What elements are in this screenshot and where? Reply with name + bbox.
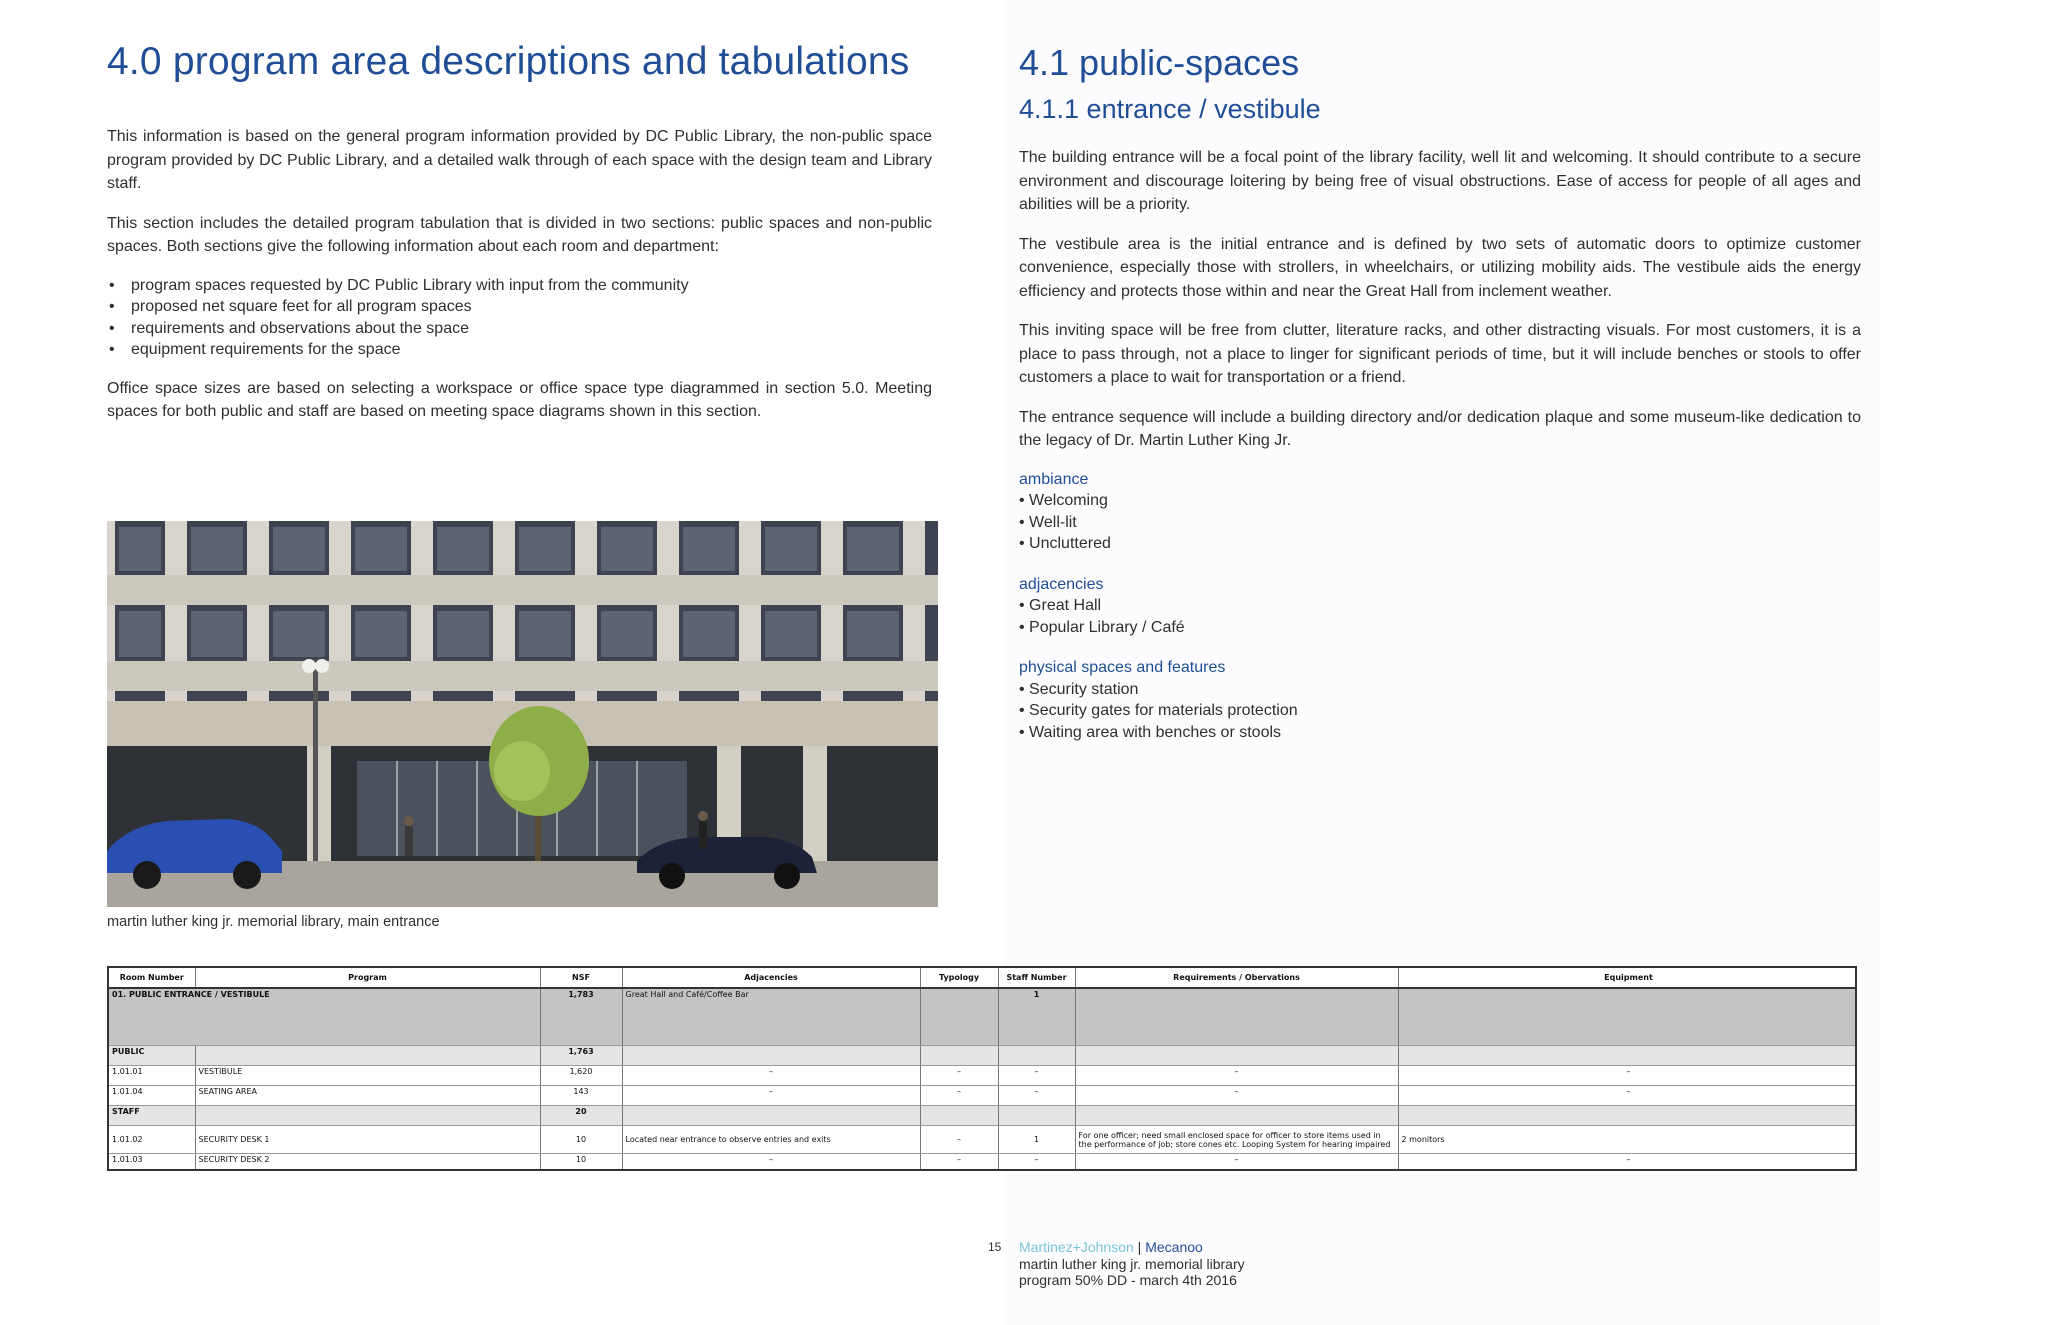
group-empty-cell xyxy=(920,1046,998,1066)
photo-caption: martin luther king jr. memorial library, main entrance xyxy=(107,914,440,930)
section-adjacencies: Great Hall and Café/Coffee Bar xyxy=(622,988,920,1046)
vestibule-paragraph-2: The vestibule area is the initial entrance and is defined by two sets of automatic doors to optimize customer convenience, especially those with strollers, in wheelchairs, or utilizing mobility aids. The vestibule aids the energy efficiency and protects those within and near the Great Hall from inclement weather. xyxy=(1019,235,1861,300)
cell-staff: 1 xyxy=(998,1126,1075,1154)
table-header-row xyxy=(109,968,1857,988)
footer-brand-line xyxy=(1019,1239,1419,1256)
ambiance-group xyxy=(1019,469,1861,555)
feature-item: • Well-lit xyxy=(1019,513,1077,531)
cell-nsf: 10 xyxy=(540,1154,622,1172)
group-empty-cell xyxy=(1398,1106,1857,1126)
cell-requirements: – xyxy=(1075,1066,1398,1086)
info-bullet: • proposed net square feet for all program spaces xyxy=(107,296,932,318)
feature-item: • Waiting area with benches or stools xyxy=(1019,723,1282,741)
group-empty-cell xyxy=(622,1046,920,1066)
group-label: STAFF xyxy=(109,1106,195,1126)
cell-adjacencies: – xyxy=(622,1066,920,1086)
vestibule-text-column xyxy=(1019,146,1861,762)
table-section-row xyxy=(109,988,1857,1046)
intro-text-column xyxy=(107,125,932,440)
cell-staff: – xyxy=(998,1066,1075,1086)
cell-equipment: – xyxy=(1398,1154,1857,1172)
section-typology xyxy=(920,988,998,1046)
footer-project-name: martin luther king jr. memorial library xyxy=(1019,1255,1245,1272)
feature-item: • Great Hall xyxy=(1019,597,1102,614)
feature-group-title: physical spaces and features xyxy=(1019,659,1226,676)
table-group-row xyxy=(109,1046,1857,1066)
group-nsf: 20 xyxy=(540,1106,622,1126)
header-program: Program xyxy=(195,968,540,988)
table-row xyxy=(109,1066,1857,1086)
cell-nsf: 10 xyxy=(540,1126,622,1154)
cell-typology: – xyxy=(920,1154,998,1172)
vestibule-paragraph-3: This inviting space will be free from clutter, literature racks, and other distracting visuals. For most customers, it is a place to pass through, not a place to linger for significant periods of time, but it will include benches or stools to offer customers a place to wait for transportation or a friend. xyxy=(1019,322,1861,386)
section-room-label: 01. PUBLIC ENTRANCE / VESTIBULE xyxy=(109,988,540,1046)
group-empty-cell xyxy=(195,1046,540,1066)
intro-paragraph-1: This information is based on the general program information provided by DC Public Library, the non-public space program provided by DC Public Library, and a detailed walk through of each space with the design team and Library staff. xyxy=(107,128,932,192)
brand-separator: | xyxy=(1133,1239,1146,1255)
section-nsf: 1,783 xyxy=(540,988,622,1046)
header-staff-number: Staff Number xyxy=(998,968,1075,988)
feature-group-title: ambiance xyxy=(1019,470,1089,488)
info-bullet: • program spaces requested by DC Public Library with input from the community xyxy=(107,275,932,297)
cell-adjacencies: – xyxy=(622,1154,920,1172)
group-empty-cell xyxy=(622,1106,920,1126)
header-equipment: Equipment xyxy=(1398,968,1857,988)
feature-item: • Security station xyxy=(1019,680,1139,698)
header-nsf: NSF xyxy=(540,968,622,988)
table-group-row xyxy=(109,1106,1857,1126)
cell-requirements: For one officer; need small enclosed space for officer to store items used in the performance of job; store cones etc. Looping System for hearing impaired xyxy=(1075,1126,1398,1154)
cell-program: SECURITY DESK 2 xyxy=(195,1154,540,1172)
cell-program: SECURITY DESK 1 xyxy=(195,1126,540,1154)
table-row xyxy=(109,1154,1857,1172)
brand-martinez-johnson: Martinez+Johnson xyxy=(1019,1239,1134,1255)
feature-item: • Popular Library / Café xyxy=(1019,618,1185,636)
group-empty-cell xyxy=(1075,1046,1398,1066)
group-empty-cell xyxy=(998,1046,1075,1066)
cell-equipment: – xyxy=(1398,1066,1857,1086)
cell-program: VESTIBULE xyxy=(195,1066,540,1086)
footer-project-date: program 50% DD - march 4th 2016 xyxy=(1019,1272,1237,1288)
office-space-paragraph: Office space sizes are based on selecting a workspace or office space type diagrammed in section 5.0. Meeting spaces for both public and staff are based on meeting space diagrams shown in this section. xyxy=(107,379,932,420)
cell-equipment: 2 monitors xyxy=(1398,1126,1857,1154)
table-row xyxy=(109,1126,1857,1154)
feature-item: • Uncluttered xyxy=(1019,535,1111,552)
library-entrance-photo xyxy=(107,521,938,907)
vestibule-paragraph-4: The entrance sequence will include a building directory and/or dedication plaque and some museum-like dedication to the legacy of Dr. Martin Luther King Jr. xyxy=(1019,408,1861,449)
info-bullet: • requirements and observations about the space xyxy=(107,318,932,340)
header-typology: Typology xyxy=(920,968,998,988)
cell-staff: – xyxy=(998,1154,1075,1172)
cell-adjacencies: Located near entrance to observe entries and exits xyxy=(622,1126,920,1154)
feature-item: • Welcoming xyxy=(1019,492,1108,509)
cell-nsf: 1,620 xyxy=(540,1066,622,1086)
subsection-title: 4.1.1 entrance / vestibule xyxy=(1019,94,1321,124)
section-staff: 1 xyxy=(998,988,1075,1046)
vestibule-paragraph-1: The building entrance will be a focal point of the library facility, well lit and welcoming. It should contribute to a secure environment and discourage loitering by being free of visual obstructions. Ease of access for people of all ages and abilities will be a priority. xyxy=(1019,149,1861,213)
group-empty-cell xyxy=(1075,1106,1398,1126)
cell-nsf: 143 xyxy=(540,1086,622,1106)
program-tabulation-table xyxy=(107,966,1857,1171)
cell-room: 1.01.02 xyxy=(109,1126,195,1154)
feature-item: • Security gates for materials protection xyxy=(1019,702,1298,719)
table-row xyxy=(109,1086,1857,1106)
group-label: PUBLIC xyxy=(109,1046,195,1066)
section-requirements xyxy=(1075,988,1398,1046)
cell-typology: – xyxy=(920,1066,998,1086)
group-empty-cell xyxy=(195,1106,540,1126)
cell-staff: – xyxy=(998,1086,1075,1106)
header-room-number: Room Number xyxy=(109,968,195,988)
group-empty-cell xyxy=(998,1106,1075,1126)
brand-mecanoo: Mecanoo xyxy=(1145,1239,1203,1255)
page-title: 4.0 program area descriptions and tabulations xyxy=(107,40,910,83)
info-bullet: • equipment requirements for the space xyxy=(107,339,932,361)
cell-equipment: – xyxy=(1398,1086,1857,1106)
section-title: 4.1 public-spaces xyxy=(1019,42,1300,83)
cell-typology: – xyxy=(920,1126,998,1154)
adjacencies-group xyxy=(1019,574,1861,639)
group-empty-cell xyxy=(1398,1046,1857,1066)
cell-requirements: – xyxy=(1075,1154,1398,1172)
header-requirements: Requirements / Obervations xyxy=(1075,968,1398,988)
intro-paragraph-2: This section includes the detailed program tabulation that is divided in two sections: public spaces and non-public spaces. Both sections give the following information about each room and department: xyxy=(107,214,932,255)
group-nsf: 1,763 xyxy=(540,1046,622,1066)
feature-group-title: adjacencies xyxy=(1019,575,1104,593)
footer-credits xyxy=(1019,1239,1419,1289)
cell-typology: – xyxy=(920,1086,998,1106)
group-empty-cell xyxy=(920,1106,998,1126)
physical-spaces-group xyxy=(1019,657,1861,743)
cell-room: 1.01.03 xyxy=(109,1154,195,1172)
cell-requirements: – xyxy=(1075,1086,1398,1106)
cell-program: SEATING AREA xyxy=(195,1086,540,1106)
header-adjacencies: Adjacencies xyxy=(622,968,920,988)
info-bullet-list xyxy=(107,275,932,361)
section-equipment xyxy=(1398,988,1857,1046)
cell-room: 1.01.04 xyxy=(109,1086,195,1106)
page-number: 15 xyxy=(988,1240,1002,1254)
cell-room: 1.01.01 xyxy=(109,1066,195,1086)
cell-adjacencies: – xyxy=(622,1086,920,1106)
